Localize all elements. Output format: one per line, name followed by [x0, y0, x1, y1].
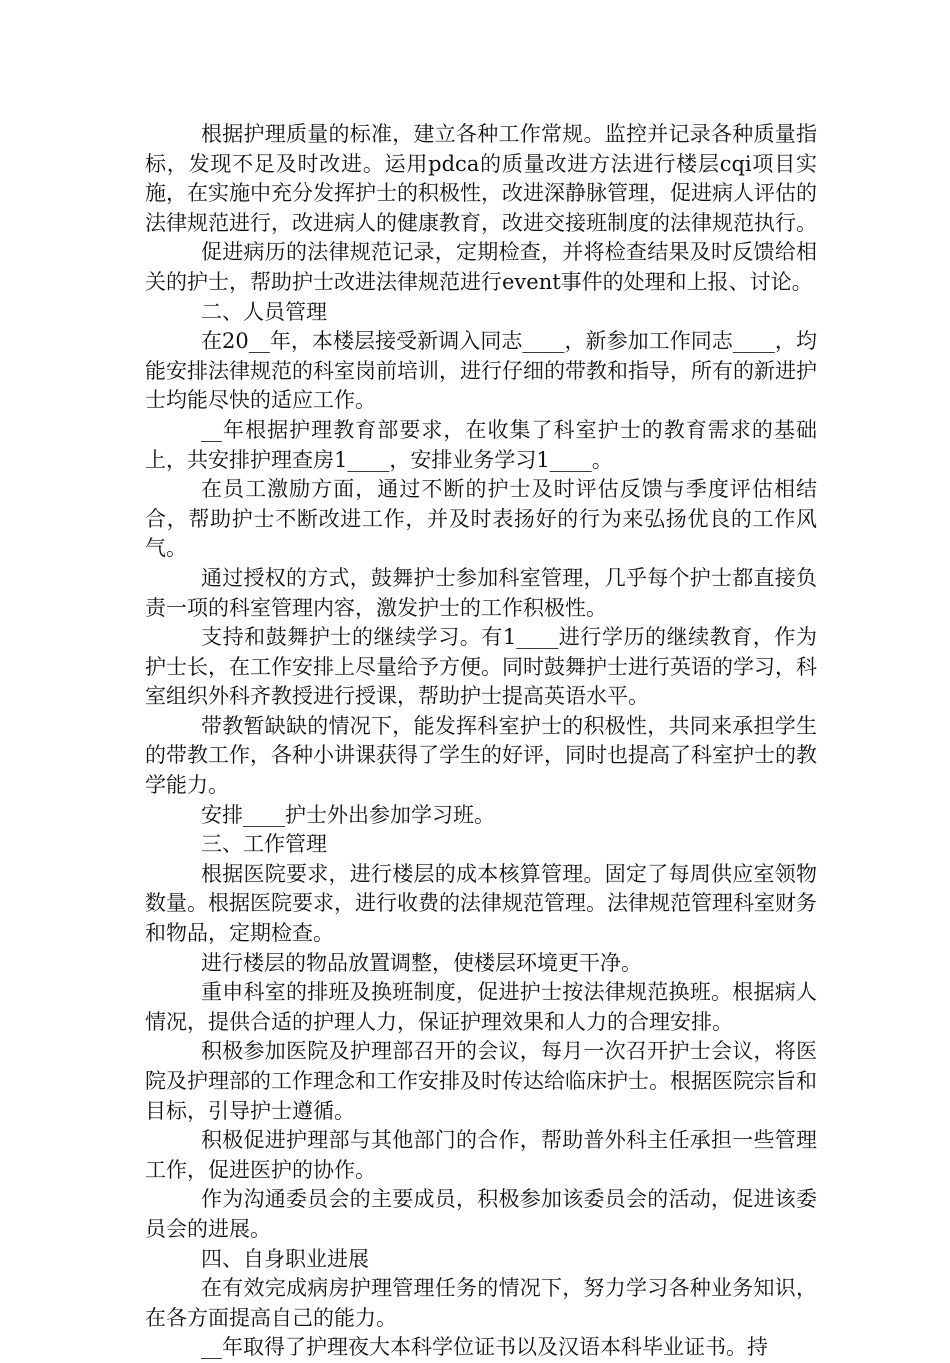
paragraph: 重申科室的排班及换班制度，促进护士按法律规范换班。根据病人情况，提供合适的护理人力，保证护理效果和人力的合理安排。 — [145, 980, 817, 1034]
paragraph: 进行楼层的物品放置调整，使楼层环境更干净。 — [201, 950, 642, 975]
paragraph: 在20__年，本楼层接受新调入同志____，新参加工作同志____，均能安排法律规范的科室岗前培训，进行仔细的带教和指导，所有的新进护士均能尽快的适应工作。 — [145, 329, 817, 413]
paragraph: __年根据护理教育部要求，在收集了科室护士的教育需求的基础上，共安排护理查房1____，安排业务学习1____。 — [145, 417, 817, 472]
section-heading: 二、人员管理 — [201, 299, 327, 324]
paragraph: 在有效完成病房护理管理任务的情况下，努力学习各种业务知识，在各方面提高自己的能力。 — [145, 1276, 817, 1330]
paragraph: 作为沟通委员会的主要成员，积极参加该委员会的活动，促进该委员会的进展。 — [145, 1187, 817, 1241]
document-page — [145, 120, 817, 1363]
paragraph: 通过授权的方式，鼓舞护士参加科室管理，几乎每个护士都直接负责一项的科室管理内容，激发护士的工作积极性。 — [145, 565, 817, 620]
paragraph: 根据医院要求，进行楼层的成本核算管理。固定了每周供应室领物数量。根据医院要求，进行收费的法律规范管理。法律规范管理科室财务和物品，定期检查。 — [145, 861, 817, 946]
paragraph: __年取得了护理夜大本科学位证书以及汉语本科毕业证书。持 — [201, 1335, 768, 1360]
paragraph: 积极促进护理部与其他部门的合作，帮助普外科主任承担一些管理工作，促进医护的协作。 — [145, 1128, 817, 1182]
paragraph: 促进病历的法律规范记录，定期检查，并将检查结果及时反馈给相关的护士，帮助护士改进法律规范进行event事件的处理和上报、讨论。 — [145, 240, 817, 294]
paragraph: 带教暂缺缺的情况下，能发挥科室护士的积极性，共同来承担学生的带教工作，各种小讲课获得了学生的好评，同时也提高了科室护士的教学能力。 — [145, 713, 817, 798]
section-heading: 四、自身职业进展 — [201, 1246, 369, 1271]
paragraph: 在员工激励方面，通过不断的护士及时评估反馈与季度评估相结合，帮助护士不断改进工作，并及时表扬好的行为来弘扬优良的工作风气。 — [145, 477, 817, 561]
paragraph: 积极参加医院及护理部召开的会议，每月一次召开护士会议，将医院及护理部的工作理念和工作安排及时传达给临床护士。根据医院宗旨和目标，引导护士遵循。 — [145, 1039, 817, 1123]
paragraph: 安排____护士外出参加学习班。 — [201, 802, 495, 827]
section-heading: 三、工作管理 — [201, 832, 327, 857]
paragraph: 根据护理质量的标准，建立各种工作常规。监控并记录各种质量指标，发现不足及时改进。运用pdca的质量改进方法进行楼层cqi项目实施，在实施中充分发挥护士的积极性，改进深静脉管理，促进病人评估的法律规范进行，改进病人的健康教育，改进交接班制度的法律规范执行。 — [145, 122, 817, 235]
paragraph: 支持和鼓舞护士的继续学习。有1____进行学历的继续教育，作为护士长，在工作安排上尽量给予方便。同时鼓舞护士进行英语的学习，科室组织外科齐教授进行授课，帮助护士提高英语水平。 — [145, 625, 817, 709]
